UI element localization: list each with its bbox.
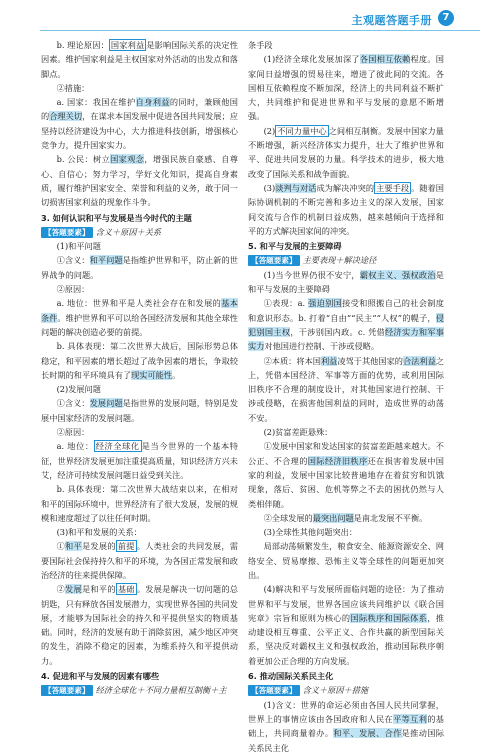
paragraph [41, 382, 238, 396]
section-heading: 4. 促进和平与发展的因素有哪些 [41, 671, 160, 682]
paragraph [248, 425, 444, 439]
answer-key-text: 含义＋原因＋措施 [302, 685, 369, 696]
text-run: 是推动国际关系民主化 [248, 728, 444, 753]
paragraph [41, 282, 238, 296]
paragraph [41, 296, 238, 339]
boxed-term: 国家利益 [110, 40, 145, 50]
text-run: 是发展的 [81, 541, 116, 552]
page-header [0, 0, 480, 34]
highlighted-term: 侵犯别国主权 [248, 312, 444, 337]
boxed-term: 不同力量中心 [277, 125, 327, 136]
right-column [248, 38, 444, 755]
text-run: ②全球发展的 [263, 512, 313, 523]
highlighted-term: 霸权主义、强权政治 [359, 269, 436, 280]
text-run: (1)经济全球化发展加深了 [263, 54, 360, 65]
text-run: 。维护世界和平可以给各国经济发展和其他全球性问题的解决创造必要的前提。 [41, 312, 238, 337]
paragraph [248, 525, 444, 539]
paragraph [41, 439, 238, 482]
text-run: 是和平的 [81, 584, 116, 595]
text-run: b. 公民：树立 [56, 154, 111, 165]
paragraph [248, 511, 444, 525]
text-run: b. 具体表现：第二次世界大战结束以来，在相对和平的国际环境中，世界经济有了很大发展，发展的规模和速度超过了以往任何时期。 [41, 484, 238, 523]
highlighted-term: 利益 [320, 355, 338, 366]
text-run: 。发展是解决一切问题的总钥匙，只有释放各国发展潜力，实现世界各国的共同发展，才能够为国际社会的持久和平提供坚实的物质基础。同时，经济的发展有助于消除贫困，减少地区冲突的发生，消除不稳定的因素，为维系持久和平提供动力。 [41, 584, 238, 666]
book-title: 主观题答题手册 [351, 14, 432, 27]
text-run: 。 [172, 369, 181, 380]
paragraph [248, 52, 444, 123]
text-run: (1)含义：世界的命运必须由各国人民共同掌握，世界上的事情应该由各国政府和人民在 [248, 699, 444, 724]
paragraph [41, 396, 238, 425]
highlighted-term: 现实可能性 [131, 369, 173, 380]
highlighted-term: 强迫别国 [308, 298, 343, 309]
text-run: ② [56, 584, 66, 595]
highlighted-term: 发展问题 [89, 398, 123, 409]
text-run: 之上，凭借本国经济、军事等方面的优势，或利用国际旧秩序不合理的制度设计，对其他国家进行控制、干涉或侵略，在损害他国利益的同时，造成世界的动荡不安。 [248, 355, 444, 423]
text-run: 对他国进行控制、干涉或侵略。 [264, 341, 380, 352]
text-run: b. 具体表现：第二次世界大战后，国际形势总体稳定，和平因素的增长超过了战争因素的增长，争取较长时期的和平环境具有了 [41, 341, 238, 380]
text-run: ②原因： [56, 284, 90, 295]
paragraph [41, 582, 238, 668]
paragraph [248, 698, 444, 755]
text-run: (3)和平和发展的关系： [56, 527, 142, 538]
highlighted-term: 谈判与对话 [275, 182, 317, 193]
text-run: ②原因： [56, 427, 90, 438]
answer-key-line [248, 253, 444, 267]
highlighted-term: 基本条件 [41, 298, 238, 323]
highlighted-term: 国家观念 [110, 154, 145, 165]
text-run: (2)贫富差距悬殊： [263, 427, 333, 438]
text-run: (2) [263, 125, 276, 136]
highlighted-term: 最突出问题 [312, 512, 354, 523]
paragraph [41, 95, 238, 152]
text-run: (4)解决和平与发展所面临问题的途径：为了推动世界和平与发展，世界各国应该共同维护以《联合国宪章》宗旨和原则为核心的 [248, 584, 444, 623]
text-run: ，增强民族自豪感、自尊心、自信心；努力学习，学好文化知识，提高自身素质，履行维护国家安全、荣誉和利益的义务，敢于同一切损害国家利益的现象作斗争。 [41, 154, 238, 208]
paragraph [41, 239, 238, 253]
paragraph [248, 181, 444, 238]
answer-key-text: 含义＋原因＋关系 [95, 226, 162, 237]
text-run: 的基础上，共同商量着办。 [248, 713, 444, 739]
text-run: ②本质：将本国 [263, 355, 321, 366]
text-run: 。随着国际协调机制的不断完善和多边主义的深入发展，国家间交流与合作的机制日益成熟，越来越倾向于选择和平的方式解决国家间的冲突。 [248, 182, 444, 236]
text-run: ，推动建设相互尊重、公平正义、合作共赢的新型国际关系，坚决反对霸权主义和强权政治，推动国际秩序朝着更加公正合理的方向发展。 [248, 612, 444, 666]
text-run: 程度。国家间日益增强的贸易往来，增进了彼此间的交流。各国相互依赖程度不断加深，经济上的共同利益不断扩大，共同维护和促进世界和平与发展的意愿不断增强。 [248, 54, 444, 122]
highlighted-term: 经济实力和军事实力 [248, 326, 444, 352]
text-run: 还在损害着发展中国家的利益，发展中国家比较普遍地存在着贫穷和饥饿现象，落后、贫困、危机等弊之不去的困扰仍然与人类相伴随。 [248, 455, 444, 509]
paragraph [248, 124, 444, 181]
text-run: ① [56, 541, 66, 552]
boxed-term: 经济全球化 [95, 441, 140, 452]
text-run: 是指维护世界和平，防止新的世界战争的问题。 [41, 255, 238, 280]
text-run: b. 理论原因： [56, 40, 109, 50]
boxed-term: 主要手段 [376, 182, 410, 193]
highlighted-term: 和平、发展、合作 [333, 728, 402, 739]
highlighted-term: 发展 [65, 584, 82, 595]
paragraph [248, 582, 444, 668]
text-run: (3)全球性其他问题突出： [263, 527, 358, 538]
paragraph [248, 268, 444, 297]
answer-key-badge: 【答题要素】 [41, 227, 93, 238]
section-heading: 3. 如何认识和平与发展是当今时代的主题 [41, 212, 192, 223]
answer-key-badge: 【答题要素】 [248, 685, 300, 696]
text-run: 成为解决冲突的 [316, 182, 375, 193]
header-rule [40, 30, 480, 31]
text-run: 是和平与发展的主要障碍 [248, 269, 444, 295]
answer-key-text: 主要表现＋解决途径 [302, 255, 377, 266]
text-run: ②措施： [56, 82, 90, 93]
section-heading: 5. 和平与发展的主要障碍 [248, 241, 342, 252]
highlighted-term: 国际经济旧秩序 [307, 455, 368, 466]
paragraph [41, 152, 238, 209]
text-run: 是影响国际关系的决定性因素。维护国家利益是主权国家对外活动的出发点和落脚点。 [41, 40, 238, 79]
paragraph [248, 354, 444, 425]
answer-key-line [248, 683, 444, 697]
boxed-term: 前提 [117, 541, 135, 552]
left-column [41, 38, 238, 698]
boxed-term: 基础 [117, 584, 135, 595]
paragraph [41, 525, 238, 539]
text-run: a. 地位： [56, 441, 94, 452]
highlighted-term: 和平问题 [89, 255, 123, 266]
highlighted-term: 合法利益 [402, 355, 436, 366]
text-run: 条手段 [248, 40, 273, 50]
paragraph [41, 38, 238, 81]
text-run: ①含义： [56, 398, 90, 409]
highlighted-term: 各国相互依赖 [359, 54, 411, 65]
text-run: 。人类社会的共同发展，需要国际社会保持持久和平的环境，为各国正常发展和政治经济的往来提供保障。 [41, 541, 238, 580]
text-run: ①含义： [56, 255, 90, 266]
paragraph [41, 539, 238, 582]
text-run: ，干涉别国内政。c. 凭借 [290, 326, 386, 337]
text-run: 凌驾于其他国家的 [337, 355, 403, 366]
answer-key-line [41, 225, 238, 239]
text-run: 之间相互制衡。发展中国家力量不断增强，新兴经济体实力提升，壮大了维护世界和平、促进共同发展的力量。科学技术的进步，极大地改变了国际关系和战争面貌。 [248, 125, 444, 179]
highlighted-term: 和平 [65, 541, 82, 552]
paragraph [248, 296, 444, 353]
paragraph [41, 81, 238, 95]
paragraph [248, 539, 444, 582]
text-run: 是当今世界的一个基本特征，世界经济发展更加注重提高质量，知识经济方兴未艾，经济可持续发展问题日益受到关注。 [41, 441, 238, 480]
text-run: 接受和照搬自己的社会制度和意识形态。b. 打着“自由”“民主”“人权”的幌子， [248, 298, 444, 323]
text-run: 的同时，兼顾他国的 [41, 97, 238, 122]
page-number-badge: 7 [438, 10, 454, 26]
paragraph [248, 439, 444, 510]
answer-key-line [41, 683, 238, 697]
answer-key-badge: 【答题要素】 [248, 255, 300, 266]
answer-key-badge: 【答题要素】 [41, 685, 93, 696]
text-run: 是南北发展不平衡。 [353, 512, 428, 523]
paragraph [41, 425, 238, 439]
paragraph [248, 38, 444, 52]
answer-key-text: 经济全球化＋不同力量相互制衡＋主 [95, 685, 227, 696]
highlighted-term: 平等互利 [393, 713, 428, 724]
text-run: a. 国家：我国在维护 [56, 97, 136, 108]
text-run: (1)当今世界仍很不安宁， [263, 269, 360, 280]
text-run: ①发展中国家和发达国家的贫富差距越来越大。不公正、不合理的 [248, 441, 444, 466]
text-run: ，在谋求本国发展中促进各国共同发展；应坚持以经济建设为中心，大力推进科技创新，增强核心竞争力，提升国家实力。 [41, 111, 238, 151]
highlighted-term: 自身利益 [135, 97, 170, 108]
text-run: 局部动荡频繁发生，粮食安全、能源资源安全、网络安全、贸易摩擦、恐怖主义等全球性的问题更加突出。 [248, 541, 444, 580]
text-run: (3) [263, 182, 276, 193]
text-run: a. 地位：世界和平是人类社会存在和发展的 [56, 298, 222, 309]
highlighted-term: 合理关切 [49, 111, 83, 122]
text-run: (2)发展问题 [56, 384, 101, 395]
text-run: (1)和平问题 [56, 241, 101, 252]
paragraph [41, 253, 238, 282]
highlighted-term: 国际秩序和国际体系 [350, 612, 428, 623]
paragraph [41, 482, 238, 525]
text-run: 是指世界的发展问题，特别是发展中国家经济的发展问题。 [41, 398, 238, 423]
section-heading: 6. 推动国际关系民主化 [248, 671, 334, 682]
paragraph [41, 339, 238, 382]
text-run: ①表现：a. [263, 298, 309, 309]
